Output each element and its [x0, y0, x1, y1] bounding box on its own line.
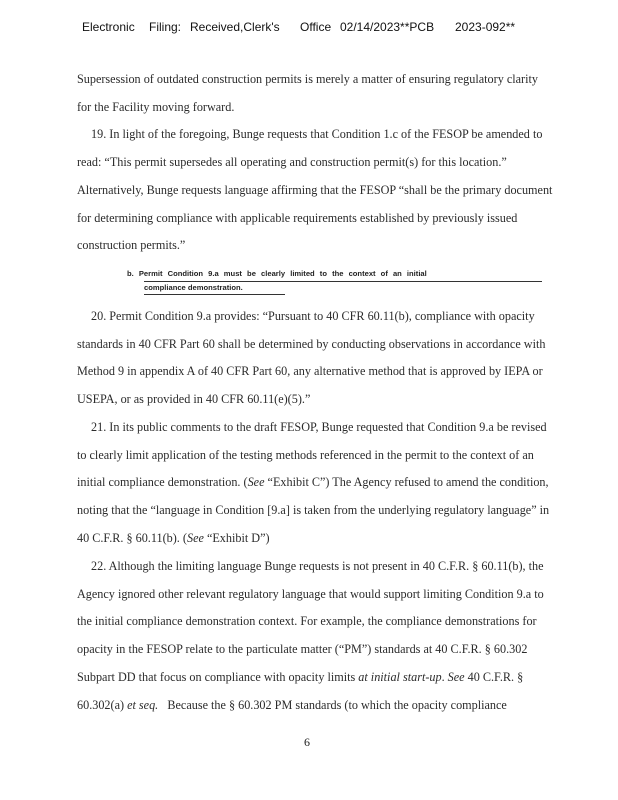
signal-see: See	[247, 475, 265, 489]
body-line: USEPA, or as provided in 40 CFR 60.11(e)(5).”	[77, 392, 311, 406]
paragraph-21-start: 21. In its public comments to the draft FESOP, Bunge requested that Condition 9.a be revised	[91, 420, 547, 434]
body-line: read: “This permit supersedes all operating and construction permit(s) for this location.”	[77, 155, 507, 169]
filing-header	[82, 20, 582, 38]
line-text: 60.302(a)	[77, 698, 128, 712]
line-text: “Exhibit C”) The Agency refused to amend the condition,	[264, 475, 549, 489]
header-office: Office	[300, 20, 332, 34]
body-line: for the Facility moving forward.	[77, 100, 235, 114]
signal-see: See	[186, 531, 204, 545]
subheading-underline	[144, 281, 542, 282]
subheading-b-line2: compliance demonstration.	[144, 283, 243, 292]
body-line: Method 9 in appendix A of 40 CFR Part 60, any alternative method that is approved by IEPA or	[77, 364, 543, 378]
page-number: 6	[304, 735, 310, 749]
line-text: 40 C.F.R. § 60.11(b). (	[77, 531, 187, 545]
line-text: .	[441, 670, 448, 684]
body-line	[77, 531, 270, 546]
subheading-b-line1: b. Permit Condition 9.a must be clearly limited to the context of an initial	[127, 269, 427, 278]
body-line: construction permits.”	[77, 238, 186, 252]
body-line: Alternatively, Bunge requests language affirming that the FESOP “shall be the primary document	[77, 183, 553, 197]
body-line: Agency ignored other relevant regulatory language that would support limiting Condition 9.a to	[77, 587, 544, 601]
italic-phrase: at initial start-up	[358, 670, 442, 684]
italic-phrase: et seq.	[127, 698, 159, 712]
body-line: standards in 40 CFR Part 60 shall be determined by conducting observations in accordance with	[77, 337, 546, 351]
line-text: “Exhibit D”)	[203, 531, 270, 545]
body-line: for determining compliance with applicable requirements established by previously issued	[77, 211, 518, 225]
header-electronic: Electronic	[82, 20, 135, 34]
header-filing: Filing:	[149, 20, 182, 34]
header-date: 02/14/2023**PCB	[340, 20, 435, 34]
subheading-underline	[144, 294, 285, 295]
line-text: 40 C.F.R. §	[464, 670, 524, 684]
header-case: 2023-092**	[455, 20, 516, 34]
paragraph-20-start: 20. Permit Condition 9.a provides: “Pursuant to 40 CFR 60.11(b), compliance with opacity	[91, 309, 535, 323]
body-line	[77, 698, 507, 713]
body-line: Supersession of outdated construction permits is merely a matter of ensuring regulatory clarity	[77, 72, 538, 86]
signal-see: See	[447, 670, 465, 684]
body-line: the initial compliance demonstration context. For example, the compliance demonstrations for	[77, 614, 537, 628]
line-text: initial compliance demonstration. (	[77, 475, 248, 489]
body-line: opacity in the FESOP relate to the particulate matter (“PM”) standards at 40 C.F.R. § 60.302	[77, 642, 528, 656]
body-line	[77, 475, 549, 490]
line-text: Subpart DD that focus on compliance with opacity limits	[77, 670, 359, 684]
paragraph-19-start: 19. In light of the foregoing, Bunge requests that Condition 1.c of the FESOP be amended to	[91, 127, 543, 141]
body-line: to clearly limit application of the testing methods referenced in the permit to the context of an	[77, 448, 534, 462]
body-line	[77, 670, 523, 685]
header-received: Received,Clerk's	[190, 20, 280, 34]
paragraph-22-start: 22. Although the limiting language Bunge requests is not present in 40 C.F.R. § 60.11(b), the	[91, 559, 544, 573]
line-text: Because the § 60.302 PM standards (to which the opacity compliance	[158, 698, 507, 712]
body-line: noting that the “language in Condition [9.a] is taken from the underlying regulatory language” in	[77, 503, 550, 517]
